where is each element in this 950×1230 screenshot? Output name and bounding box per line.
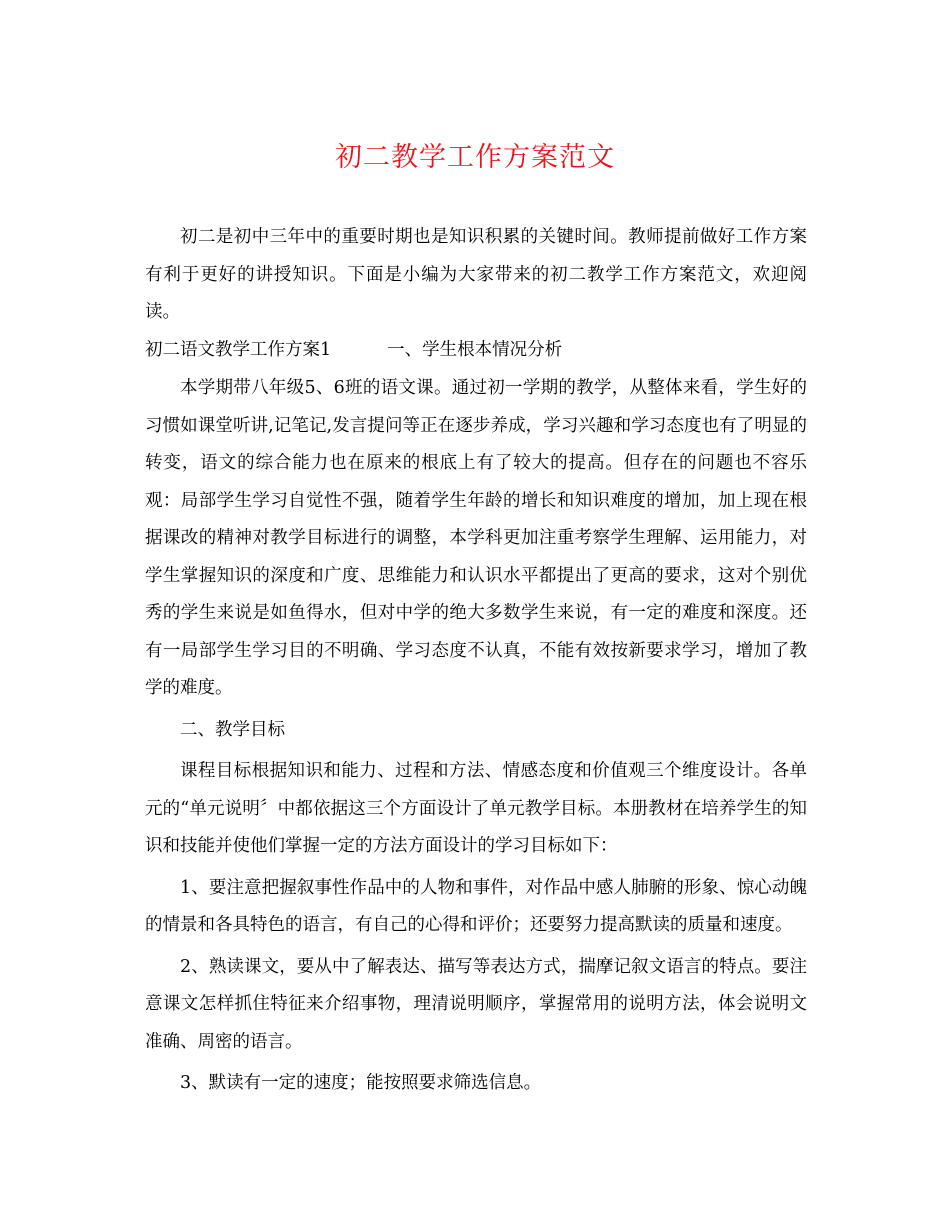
- section1-body: 本学期带八年级5、6班的语文课。通过初一学期的教学，从整体来看，学生好的习惯如课堂听讲,记笔记,发言提问等正在逐步养成，学习兴趣和学习态度也有了明显的转变，语文的综合能力也在原来的根底上有了较大的提高。但存在的问题也不容乐观：局部学生学习自觉性不强，随着学生年龄的增长和知识难度的增加，加上现在根据课改的精神对教学目标进行的调整，本学科更加注重考察学生理解、运用能力，对学生掌握知识的深度和广度、思维能力和认识水平都提出了更高的要求，这对个别优秀的学生来说是如鱼得水，但对中学的绝大多数学生来说，有一定的难度和深度。还有一局部学生学习目的不明确、学习态度不认真，不能有效按新要求学习，增加了教学的难度。: [145, 378, 807, 698]
- intro-paragraph: 初二是初中三年中的重要时期也是知识积累的关键时间。教师提前做好工作方案有利于更好的讲授知识。下面是小编为大家带来的初二教学工作方案范文，欢迎阅读。: [145, 227, 807, 322]
- section2-heading: 二、教学目标: [180, 719, 285, 740]
- goal-2: 2、熟读课文，要从中了解表达、描写等表达方式，揣摩记叙文语言的特点。要注意课文怎样抓住特征来介绍事物，理清说明顺序，掌握常用的说明方法，体会说明文准确、周密的语言。: [145, 956, 807, 1052]
- plan-heading: 初二语文教学工作方案1: [145, 339, 332, 360]
- document-title: 初二教学工作方案范文: [335, 142, 615, 173]
- document-body: [145, 219, 807, 1103]
- section2-body: 课程目标根据知识和能力、过程和方法、情感态度和价值观三个维度设计。各单元的“单元说明〞中都依据这三个方面设计了单元教学目标。本册教材在培养学生的知识和技能并使他们掌握一定的方法方面设计的学习目标如下：: [145, 761, 807, 856]
- goal-3: 3、默读有一定的速度；能按照要求筛选信息。: [180, 1073, 542, 1093]
- goal-1: 1、要注意把握叙事性作品中的人物和事件，对作品中感人肺腑的形象、惊心动魄的情景和各具特色的语言，有自己的心得和评价；还要努力提高默读的质量和速度。: [145, 877, 807, 935]
- plan-heading-line: [145, 332, 807, 370]
- section1-heading: 一、学生根本情况分析: [387, 339, 563, 360]
